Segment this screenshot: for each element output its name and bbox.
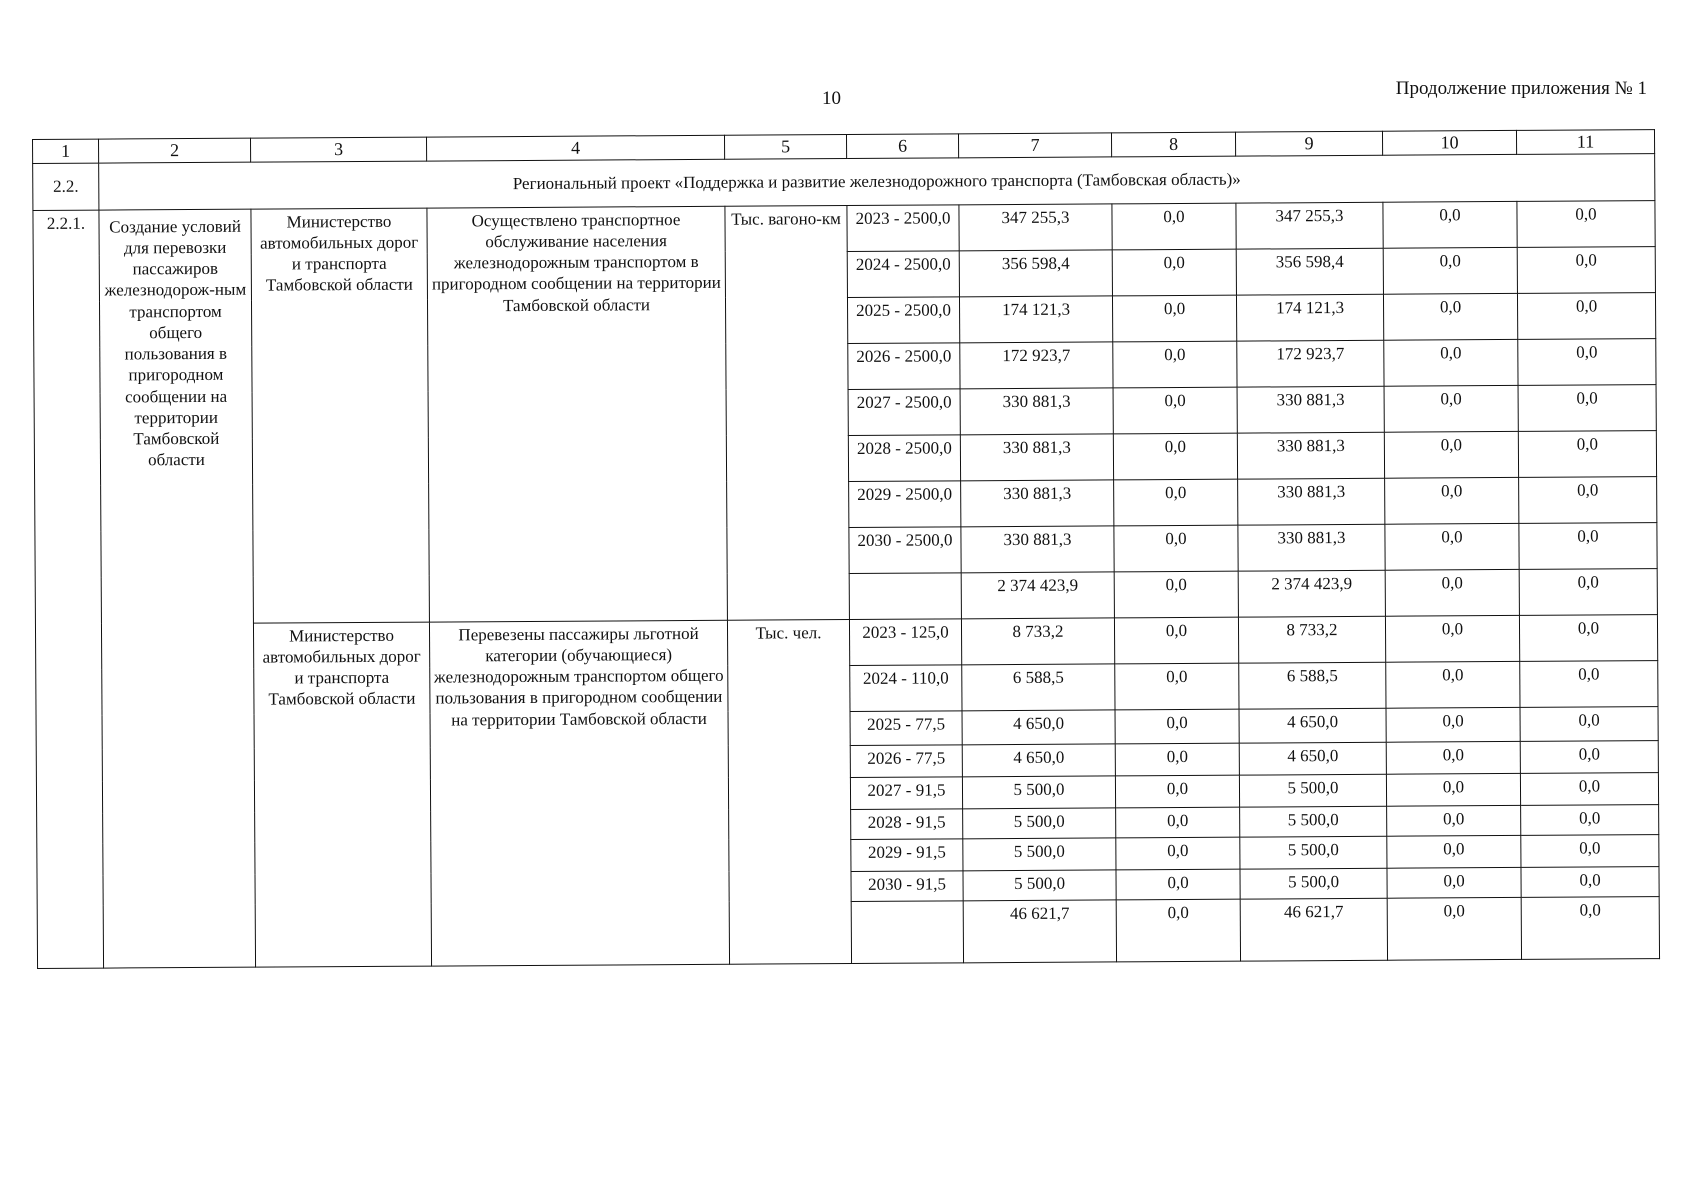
col-num-9: 9 [1235,131,1382,155]
col11-value: 0,0 [1519,476,1657,523]
col11-value: 0,0 [1520,660,1658,707]
col8-value: 0,0 [1115,663,1239,710]
result: Осуществлено транспортное обслуживание населения железнодорожным транспортом в пригородном сообщении на территории Тамбовской области [427,206,728,622]
col-num-8: 8 [1111,132,1235,156]
executor: Министерство автомобильных дорог и транспорта Тамбовской области [251,208,430,623]
col9-value: 330 881,3 [1238,524,1385,571]
col9-value: 172 923,7 [1237,340,1384,387]
col9-value: 347 255,3 [1236,202,1383,249]
col-num-2: 2 [99,138,251,162]
col11-value: 0,0 [1517,246,1655,293]
col8-value: 0,0 [1115,709,1239,744]
col10-value: 0,0 [1383,247,1517,294]
col10-value: 0,0 [1387,897,1521,960]
col11-value: 0,0 [1520,706,1658,741]
col11-value: 0,0 [1519,614,1657,661]
col11-value: 0,0 [1518,384,1656,431]
year-cell [849,572,961,619]
col9-value: 4 650,0 [1239,742,1386,775]
year-cell: 2028 - 2500,0 [848,434,960,481]
col10-value: 0,0 [1386,661,1520,708]
col8-value: 0,0 [1112,295,1236,342]
col8-value: 0,0 [1113,341,1237,388]
col11-value: 0,0 [1519,568,1657,615]
col8-value: 0,0 [1116,869,1240,900]
col7-value: 46 621,7 [963,899,1116,962]
col11-value: 0,0 [1521,866,1659,897]
year-cell: 2028 - 91,5 [851,808,963,839]
col7-value: 172 923,7 [960,341,1113,388]
year-cell: 2025 - 2500,0 [847,296,959,343]
col8-value: 0,0 [1115,775,1239,808]
col10-value: 0,0 [1384,339,1518,386]
unit: Тыс. чел. [727,619,851,964]
col8-value: 0,0 [1115,743,1239,776]
col9-value: 5 500,0 [1240,806,1387,837]
result: Перевезены пассажиры льготной категории (обучающиеся) железнодорожным транспортом общего пользования в пригородном сообщении на территории Тамбовской области [429,620,729,966]
year-cell: 2026 - 2500,0 [848,342,960,389]
col10-value: 0,0 [1385,615,1519,662]
col-num-7: 7 [958,133,1111,157]
col7-value: 330 881,3 [960,433,1113,480]
col8-value: 0,0 [1113,433,1237,480]
col7-value: 5 500,0 [963,837,1116,870]
col11-value: 0,0 [1520,740,1658,773]
col9-value: 4 650,0 [1239,708,1386,743]
col-num-10: 10 [1382,130,1516,154]
col7-value: 174 121,3 [959,295,1112,342]
col8-value: 0,0 [1114,571,1238,618]
section-number: 2.2. [33,163,99,210]
col9-value: 5 500,0 [1240,836,1387,869]
col9-value: 330 881,3 [1237,432,1384,479]
col8-value: 0,0 [1112,249,1236,296]
col9-value: 356 598,4 [1236,248,1383,295]
unit: Тыс. вагоно-км [725,205,850,620]
col10-value: 0,0 [1383,293,1517,340]
col7-value: 330 881,3 [961,479,1114,526]
col11-value: 0,0 [1520,772,1658,805]
col11-value: 0,0 [1521,896,1659,959]
col7-value: 330 881,3 [961,525,1114,572]
year-cell: 2027 - 91,5 [850,776,962,809]
col8-value: 0,0 [1116,837,1240,870]
year-cell: 2027 - 2500,0 [848,388,960,435]
col9-value: 330 881,3 [1237,386,1384,433]
col7-value: 5 500,0 [962,775,1115,808]
col9-value: 6 588,5 [1239,662,1386,709]
col7-value: 330 881,3 [960,387,1113,434]
col11-value: 0,0 [1521,804,1659,835]
col8-value: 0,0 [1116,807,1240,838]
col10-value: 0,0 [1383,201,1517,248]
year-cell: 2030 - 91,5 [851,870,963,901]
item-number: 2.2.1. [33,210,104,968]
col9-value: 2 374 423,9 [1238,570,1385,617]
col9-value: 5 500,0 [1239,774,1386,807]
col11-value: 0,0 [1517,200,1655,247]
col9-value: 8 733,2 [1238,616,1385,663]
page-number: 10 [822,88,841,109]
year-cell: 2025 - 77,5 [850,710,962,745]
col8-value: 0,0 [1114,525,1238,572]
col-num-3: 3 [250,137,426,162]
year-cell: 2023 - 125,0 [849,618,961,665]
col11-value: 0,0 [1518,430,1656,477]
col11-value: 0,0 [1518,338,1656,385]
year-cell: 2029 - 2500,0 [849,480,961,527]
year-cell: 2024 - 110,0 [850,664,962,711]
col7-value: 6 588,5 [962,663,1115,710]
col8-value: 0,0 [1116,899,1240,962]
col7-value: 5 500,0 [963,869,1116,900]
col10-value: 0,0 [1385,477,1519,524]
col7-value: 2 374 423,9 [961,571,1114,618]
col10-value: 0,0 [1387,835,1521,868]
col10-value: 0,0 [1386,741,1520,774]
col7-value: 4 650,0 [962,743,1115,776]
col10-value: 0,0 [1384,385,1518,432]
col7-value: 5 500,0 [963,807,1116,838]
col9-value: 46 621,7 [1240,898,1387,961]
col-num-4: 4 [426,135,724,160]
col11-value: 0,0 [1517,292,1655,339]
col8-value: 0,0 [1113,387,1237,434]
item-name: Создание условий для перевозки пассажиров железнодорож-ным транспортом общего пользования в пригородном сообщении на территории Тамбовской области [99,209,256,968]
col7-value: 347 255,3 [959,203,1112,250]
col8-value: 0,0 [1114,617,1238,664]
col10-value: 0,0 [1384,431,1518,478]
col8-value: 0,0 [1114,479,1238,526]
col9-value: 174 121,3 [1236,294,1383,341]
col11-value: 0,0 [1521,834,1659,867]
year-cell: 2023 - 2500,0 [847,204,959,251]
year-cell: 2029 - 91,5 [851,838,963,871]
executor: Министерство автомобильных дорог и транспорта Тамбовской области [253,622,431,967]
col10-value: 0,0 [1386,773,1520,806]
col8-value: 0,0 [1112,203,1236,250]
col-num-5: 5 [724,135,846,159]
year-cell: 2026 - 77,5 [850,744,962,777]
section-title: Региональный проект «Поддержка и развитие железнодорожного транспорта (Тамбовская область)» [99,153,1655,210]
col7-value: 356 598,4 [959,249,1112,296]
year-cell: 2024 - 2500,0 [847,250,959,297]
col10-value: 0,0 [1387,867,1521,898]
year-cell: 2030 - 2500,0 [849,526,961,573]
continuation-note: Продолжение приложения № 1 [1395,78,1647,99]
col-num-6: 6 [846,134,958,158]
year-cell [851,900,963,963]
col-num-1: 1 [33,139,99,163]
col9-value: 5 500,0 [1240,868,1387,899]
appendix-table [32,129,1660,968]
col9-value: 330 881,3 [1238,478,1385,525]
col-num-11: 11 [1516,130,1654,154]
col11-value: 0,0 [1519,522,1657,569]
col10-value: 0,0 [1385,523,1519,570]
col10-value: 0,0 [1385,569,1519,616]
col7-value: 4 650,0 [962,709,1115,744]
col10-value: 0,0 [1386,707,1520,742]
col7-value: 8 733,2 [961,617,1114,664]
col10-value: 0,0 [1387,805,1521,836]
